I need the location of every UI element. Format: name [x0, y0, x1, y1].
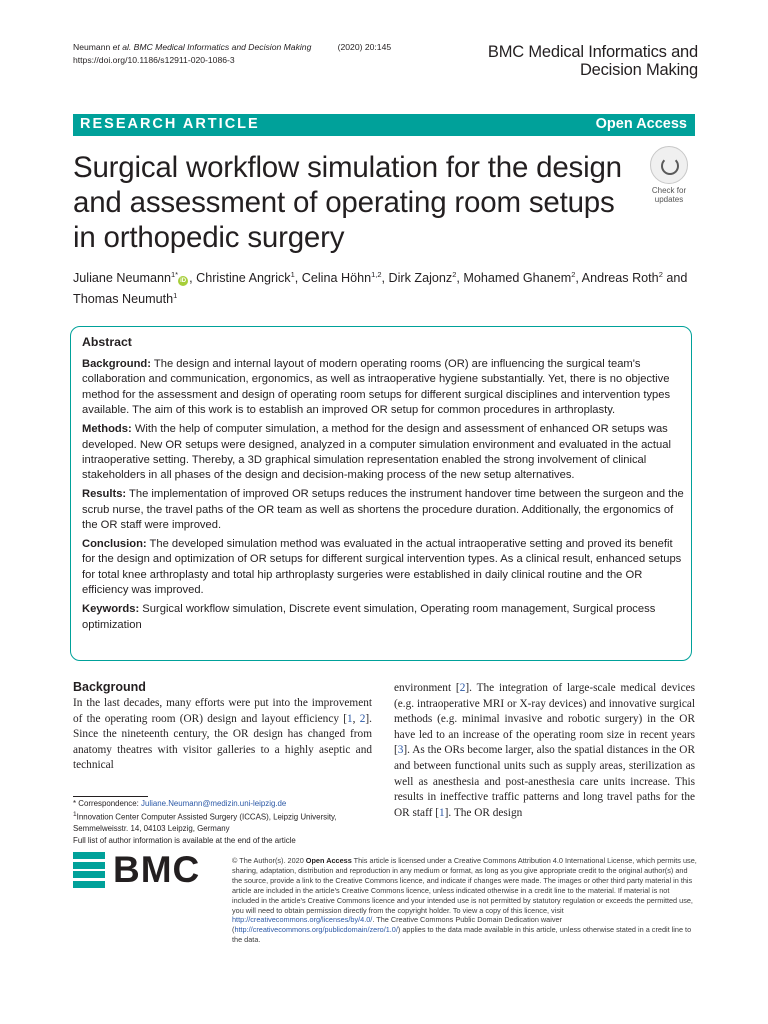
abstract-keywords [82, 602, 685, 633]
author-affiliation: 1 [290, 270, 295, 279]
section-heading-background: Background [73, 680, 146, 694]
abstract-background [82, 357, 685, 419]
abstract-box [70, 326, 692, 661]
logo-bar [73, 852, 105, 859]
citation-journal: et al. BMC Medical Informatics and Decision Making [112, 42, 312, 52]
body-text: ]. Since the nineteenth century, the OR design has changed from anatomy theatres with visitor galleries to a highly aseptic and technical [73, 712, 373, 772]
correspondence [73, 798, 373, 809]
author-name: Juliane Neumann [73, 271, 172, 286]
background-label: Background: [82, 358, 151, 370]
author-affiliation: 2 [571, 270, 576, 279]
body-column-right [394, 681, 695, 821]
orcid-icon[interactable]: iD [180, 278, 187, 285]
public-domain-link[interactable]: http://creativecommons.org/publicdomain/zero/1.0/ [234, 925, 398, 935]
citation-separator: , [352, 712, 360, 725]
article-type-label: RESEARCH ARTICLE [80, 116, 260, 132]
keywords-text: Surgical workflow simulation, Discrete event simulation, Operating room management, Surgical process optimization [82, 603, 656, 631]
journal-name-line1: BMC Medical Informatics and [487, 43, 698, 61]
footnotes [73, 798, 373, 846]
bmc-logo [73, 849, 213, 890]
body-text: ]. The integration of large-scale medical devices (e.g. intraoperative MRI or X-ray devices) and innovative surgical methods (e.g. minimal invasive and robotic surgery) in the OR have led to an increase of the operating room size in recent years [ [394, 682, 695, 757]
article-type-banner [73, 114, 695, 136]
citation-author: Neumann [73, 42, 111, 52]
license-link[interactable]: http://creativecommons.org/licenses/by/4.0/ [232, 915, 373, 925]
conclusion-text: The developed simulation method was evaluated in the actual intraoperative setting and proved its benefit for the design and optimization of OR setups for different surgical intervention types. As a clinical result, enhanced setups for total knee arthroplasty and total hip arthroplasty surgeries were established in daily clinical routine and the OR efficiency was improved. [82, 537, 682, 597]
footnote-divider [73, 796, 148, 797]
author-name: , Andreas Roth [575, 271, 659, 286]
citation-link[interactable]: 3 [397, 744, 404, 757]
body-text: In the last decades, many efforts were put into the improvement of the operating room (OR) design and layout efficiency [ [73, 697, 372, 725]
license-text: ) applies to the data made available in this article, unless otherwise stated in a credit line to the data. [232, 925, 692, 945]
affiliation [73, 809, 373, 834]
abstract-conclusion [82, 537, 685, 599]
affiliation-number: 1 [73, 811, 77, 819]
correspondence-email-link[interactable]: Juliane.Neumann@medizin.uni-leipzig.de [141, 799, 287, 808]
author-name: , Dirk Zajonz [381, 271, 453, 286]
open-access-label: Open Access [595, 116, 687, 132]
methods-label: Methods: [82, 423, 132, 436]
logo-bar [73, 881, 105, 888]
doi-link[interactable]: https://doi.org/10.1186/s12911-020-1086-3 [73, 55, 235, 65]
author-info-note: Full list of author information is available at the end of the article [73, 835, 296, 845]
body-text: ]. As the ORs become larger, also the spatial distances in the OR and between functional units such as supply areas, sterilization as well as anesthesia and post-anesthesia care units increase. This results in ineffective traffic patterns and long travel paths for the OR staff [ [394, 744, 695, 819]
background-text: The design and internal layout of modern operating rooms (OR) are influencing the surgical team's collaboration and communication, ergonomics, as well as intraoperative hygiene substantially. Yet, there is no objective method for the assessment and design of operating room setups for different surgical disciplines and intervention types available. The aim of this work is to establish an improved OR setup for common procedures in arthroplasty. [82, 358, 671, 417]
author-list [73, 266, 698, 308]
author-name: , Christine Angrick [189, 271, 291, 286]
conclusion-label: Conclusion: [82, 537, 147, 550]
abstract-results [82, 487, 685, 533]
body-text: ]. The OR design [444, 806, 523, 819]
author-affiliation: 2 [658, 270, 663, 279]
citation-link[interactable]: 2 [459, 682, 466, 694]
bmc-logo-icon [73, 852, 105, 888]
body-column-left [73, 696, 372, 774]
license-text: . The Creative Commons Public Domain Dedication waiver ( [232, 915, 562, 935]
body-text: environment [ [394, 682, 460, 694]
methods-text: With the help of computer simulation, a method for the design and assessment of enhanced OR setups was developed. New OR setups were designed, analyzed in a computer simulation environment and evaluated in the actual intraoperative setting. Thereby, a 3D graphical simulation representation enabled the strong involvement of clinical stakeholders in all phases of the design and decision-making process of the new setup alternatives. [82, 423, 671, 482]
check-updates-line1: Check for [651, 186, 687, 195]
author-affiliation: 1* [171, 270, 179, 279]
author-affiliation: 1 [173, 291, 178, 301]
affiliation-text: Innovation Center Computer Assisted Surgery (ICCAS), Leipzig University, Semmelweisstr. 14, 04103 Leipzig, Germany [73, 812, 337, 834]
license-text: This article is licensed under a Creative Commons Attribution 4.0 International License, which permits use, sharing, adaptation, distribution and reproduction in any medium or format, as long as you give appropriate credit to the original author(s) and the source, provide a link to the Creative Commons licence, and indicate if changes were made. The images or other third party material in this article are included in the article's Creative Commons licence, unless indicated otherwise in a credit line to the material. If material is not included in the article's Creative Commons licence and your intended use is not permitted by statutory regulation or exceeds the permitted use, you will need to obtain permission directly from the copyright holder. To view a copy of this licence, visit [232, 856, 697, 915]
author-name: , Mohamed Ghanem [456, 271, 572, 286]
article-title: Surgical workflow simulation for the design and assessment of operating room setups in orthopedic surgery [73, 151, 622, 254]
author-name: and Thomas Neumuth [73, 271, 688, 307]
bmc-logo-text: BMC [113, 849, 201, 890]
logo-bar [73, 862, 105, 869]
check-updates-line2: updates [654, 195, 684, 204]
correspondence-label: * Correspondence: [73, 799, 141, 808]
citation-link[interactable]: 1 [438, 806, 445, 819]
journal-name-line2: Decision Making [579, 61, 698, 79]
results-text: The implementation of improved OR setups reduces the instrument handover time between the surgeon and the scrub nurse, the travel paths of the OR team as well as shortens the procedure duration. Additionally, the ergonomics of the OR staff were improved. [82, 488, 684, 532]
check-updates-icon [650, 146, 688, 184]
copyright-text: © The Author(s). 2020 [232, 856, 306, 865]
keywords-label: Keywords: [82, 603, 140, 616]
abstract-heading: Abstract [82, 335, 132, 349]
open-access-text: Open Access [305, 856, 352, 865]
citation-year-volume: (2020) 20:145 [337, 42, 392, 52]
license-statement [232, 856, 698, 945]
check-for-updates-button[interactable] [643, 146, 695, 202]
results-label: Results: [82, 488, 127, 501]
citation-link[interactable]: 2 [359, 712, 366, 725]
citation-link[interactable]: 1 [347, 712, 353, 725]
journal-name [488, 43, 698, 79]
abstract-methods [82, 422, 685, 484]
author-affiliation: 1,2 [371, 270, 382, 279]
citation-header [73, 41, 391, 67]
author-name: , Celina Höhn [294, 271, 372, 286]
logo-bar [73, 871, 105, 878]
author-affiliation: 2 [452, 270, 457, 279]
